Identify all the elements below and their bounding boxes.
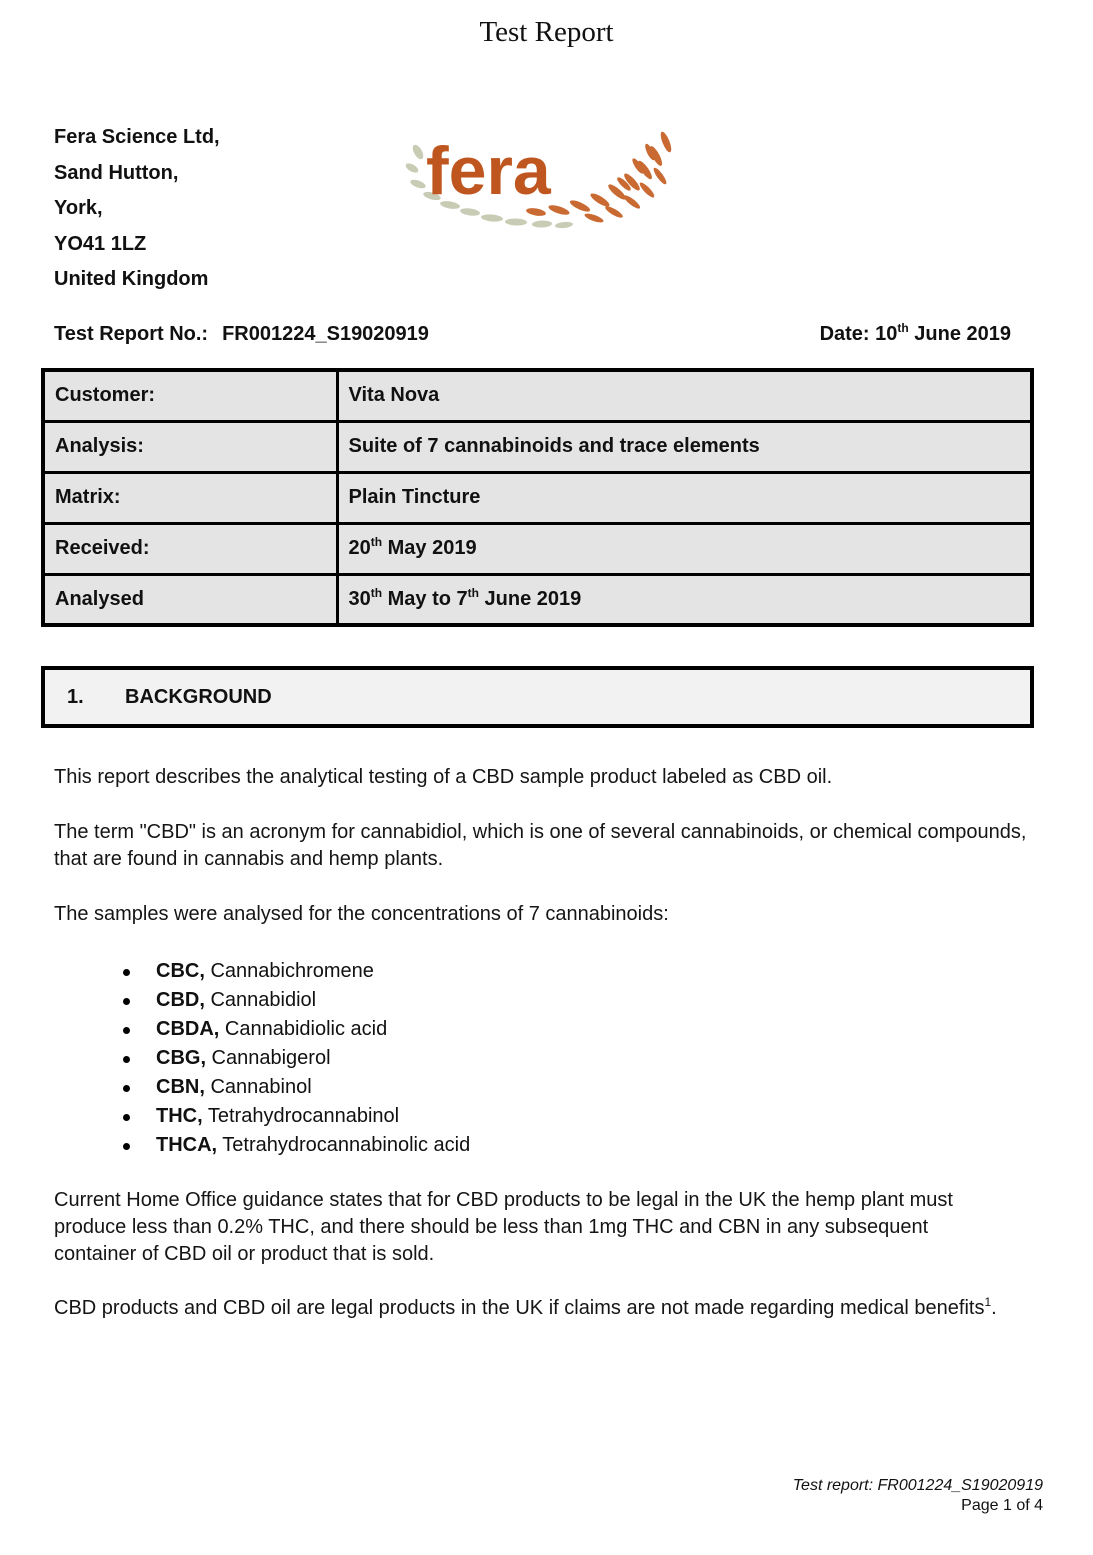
customer-label: Customer: — [43, 370, 337, 421]
address-line: United Kingdom — [54, 268, 209, 290]
analysed-sup1: th — [370, 585, 383, 600]
cannabinoid-abbr: CBN, — [156, 1076, 205, 1098]
cannabinoid-abbr: CBDA, — [156, 1018, 220, 1040]
table-row — [43, 370, 1032, 421]
list-item — [120, 987, 470, 1016]
paragraph: The samples were analysed for the concentrations of 7 cannabinoids: — [54, 903, 669, 925]
analysed-value — [337, 574, 1032, 625]
page-footer — [793, 1476, 1043, 1516]
address-line: Sand Hutton, — [54, 161, 179, 184]
section-heading — [41, 666, 1034, 728]
list-item — [120, 1074, 470, 1103]
paragraph: This report describes the analytical testing of a CBD sample product labeled as CBD oil. — [54, 766, 833, 788]
analysed-label: Analysed — [43, 574, 337, 625]
cannabinoid-abbr: CBG, — [156, 1047, 206, 1069]
cannabinoid-abbr: THC, — [156, 1105, 203, 1127]
footnote-ref: 1 — [984, 1295, 992, 1309]
address-line: YO41 1LZ — [54, 232, 147, 255]
sample-info-table — [41, 368, 1034, 627]
section-number: 1. — [67, 685, 84, 708]
analysed-mid: May to 7 — [382, 587, 468, 610]
list-item — [120, 1016, 470, 1045]
list-item — [120, 1045, 470, 1074]
cannabinoid-name: Tetrahydrocannabinolic acid — [217, 1134, 471, 1156]
customer-value: Vita Nova — [337, 370, 1032, 421]
logo-text: fera — [426, 133, 551, 209]
report-number-value: FR001224_S19020919 — [222, 323, 429, 345]
received-rest: May 2019 — [382, 537, 477, 559]
cannabinoid-name: Cannabidiolic acid — [219, 1018, 388, 1040]
paragraph-end: . — [991, 1297, 997, 1319]
analysed-day1: 30 — [348, 587, 371, 610]
report-date-sup: th — [897, 321, 909, 335]
cannabinoid-abbr: THCA, — [156, 1134, 218, 1156]
paragraph — [54, 1295, 1044, 1322]
page-number: Page 1 of 4 — [961, 1497, 1043, 1514]
list-item — [120, 958, 470, 987]
cannabinoid-name: Cannabichromene — [204, 960, 374, 982]
cannabinoid-name: Cannabinol — [204, 1076, 312, 1098]
paragraph: The term "CBD" is an acronym for cannabidiol, which is one of several cannabinoids, or chemical compounds, that are found in cannabis and hemp plants. — [54, 821, 1027, 870]
document-title: Test Report — [479, 16, 614, 48]
report-date-text: Date: 10 — [819, 323, 898, 345]
matrix-value: Plain Tincture — [337, 472, 1032, 523]
analysed-sup2: th — [467, 585, 479, 600]
paragraph-text: CBD products and CBD oil are legal products in the UK if claims are not made regarding medical benefits — [54, 1297, 985, 1319]
analysis-label: Analysis: — [43, 421, 337, 472]
received-sup: th — [370, 535, 383, 549]
fera-logo — [404, 122, 684, 240]
address-line: York, — [54, 197, 103, 219]
address-line: Fera Science Ltd, — [54, 126, 220, 148]
cannabinoid-abbr: CBC, — [156, 960, 205, 982]
cannabinoid-name: Cannabigerol — [206, 1047, 331, 1069]
paragraph: Current Home Office guidance states that for CBD products to be legal in the UK the hemp plant must produce less than 0.2% THC, and there should be less than 1mg THC and CBN in any subsequent container of CBD oil or product that is sold. — [54, 1189, 953, 1265]
table-row — [43, 472, 1032, 523]
analysed-rest: June 2019 — [478, 587, 582, 610]
cannabinoid-name: Tetrahydrocannabinol — [202, 1105, 400, 1127]
report-number — [54, 323, 429, 346]
table-row — [43, 523, 1032, 574]
report-date-month: June 2019 — [908, 323, 1011, 345]
table-row — [43, 421, 1032, 472]
report-date — [820, 323, 1011, 346]
cannabinoid-abbr: CBD, — [156, 989, 205, 1011]
received-label: Received: — [43, 523, 337, 574]
matrix-label: Matrix: — [43, 472, 337, 523]
footer-report-ref: Test report: FR001224_S19020919 — [792, 1477, 1043, 1494]
received-value — [337, 523, 1032, 574]
lab-address — [54, 120, 220, 298]
cannabinoid-list — [120, 958, 470, 1161]
section-title: BACKGROUND — [125, 685, 272, 708]
list-item — [120, 1103, 470, 1132]
table-row — [43, 574, 1032, 625]
report-number-label: Test Report No.: — [54, 323, 209, 345]
received-day: 20 — [348, 537, 371, 559]
cannabinoid-name: Cannabidiol — [204, 989, 317, 1011]
analysis-value: Suite of 7 cannabinoids and trace elements — [337, 421, 1032, 472]
list-item — [120, 1132, 470, 1161]
